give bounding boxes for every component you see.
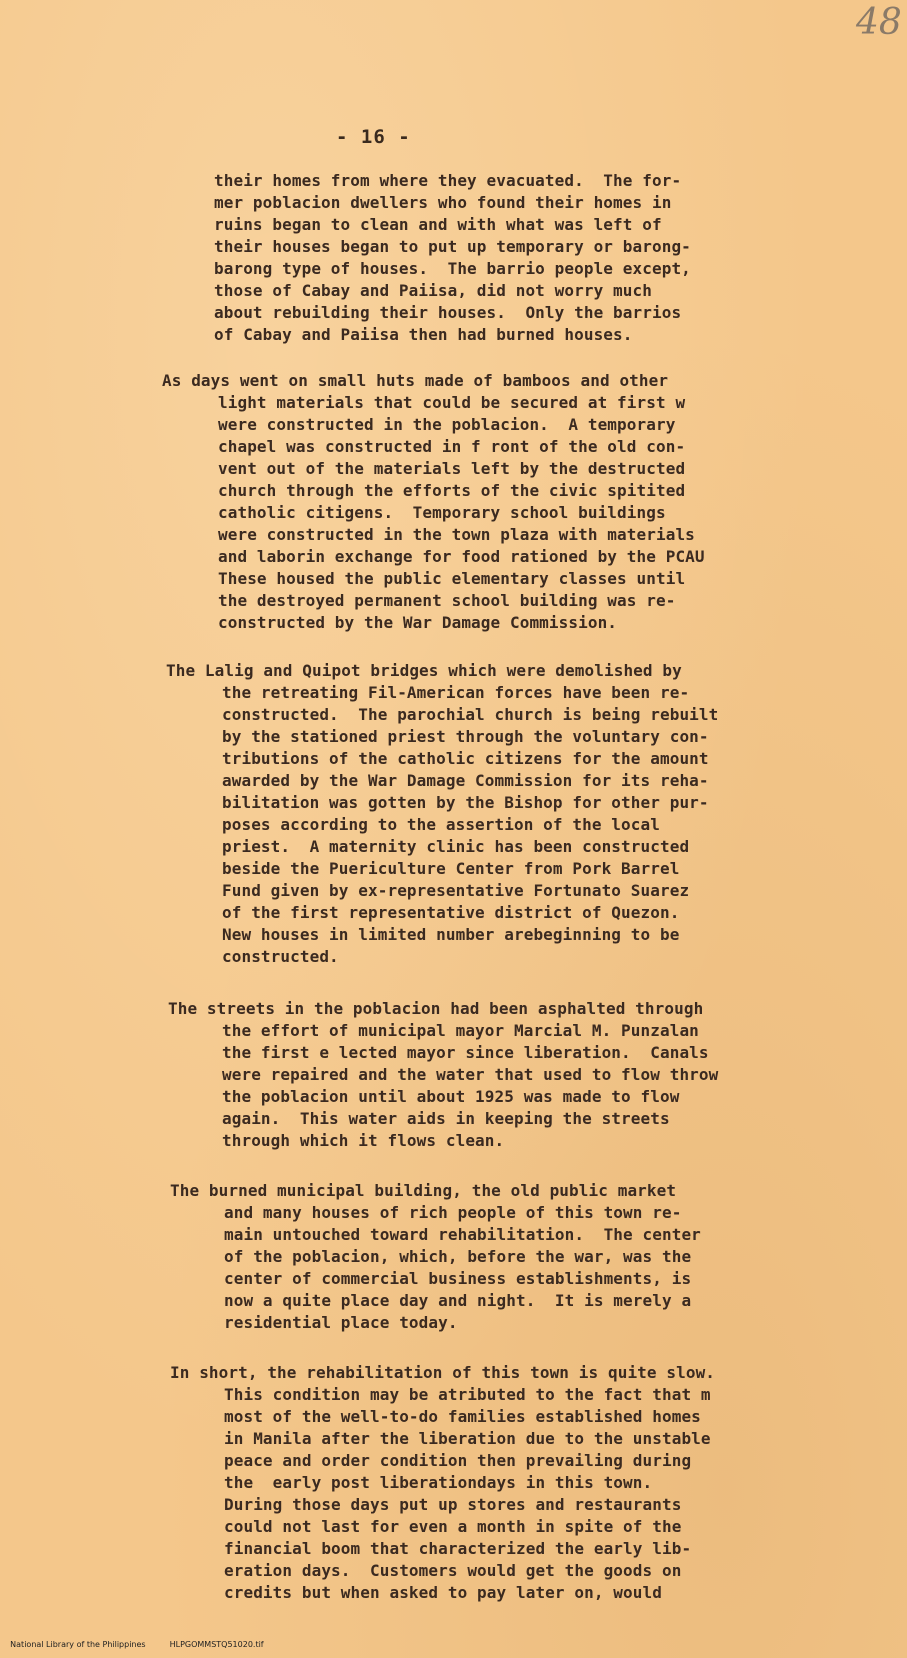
text-line: financial boom that characterized the early lib- [224,1539,692,1558]
text-line: constructed. [222,947,339,966]
text-line: New houses in limited number arebeginning to be [222,925,680,944]
text-line: The Lalig and Quipot bridges which were demolished by [166,661,682,680]
text-line: by the stationed priest through the voluntary con- [222,727,709,746]
handwritten-page-mark: 48 [856,2,902,43]
text-line: poses according to the assertion of the local [222,815,660,834]
text-line: the poblacion until about 1925 was made to flow [222,1087,680,1106]
text-line: residential place today. [224,1313,458,1332]
text-line: were constructed in the town plaza with materials [218,525,695,544]
text-line: most of the well-to-do families established homes [224,1407,701,1426]
text-line: the retreating Fil-American forces have been re- [222,683,690,702]
text-line: constructed. The parochial church is being rebuilt [222,705,719,724]
text-line: barong type of houses. The barrio people except, [214,259,691,278]
text-line: the first e lected mayor since liberation. Canals [222,1043,709,1062]
page-number: - 16 - [336,126,411,148]
text-line: their houses began to put up temporary or barong- [214,237,691,256]
text-line: the destroyed permanent school building was re- [218,591,676,610]
text-line: of the poblacion, which, before the war, was the [224,1247,692,1266]
text-line: now a quite place day and night. It is merely a [224,1291,692,1310]
text-line: the effort of municipal mayor Marcial M. Punzalan [222,1021,699,1040]
text-line: catholic citigens. Temporary school buildings [218,503,666,522]
text-line: about rebuilding their houses. Only the barrios [214,303,682,322]
text-line: of Cabay and Paiisa then had burned houses. [214,325,633,344]
text-line: The burned municipal building, the old public market [170,1181,677,1200]
text-line: vent out of the materials left by the destructed [218,459,686,478]
text-line: constructed by the War Damage Commission. [218,613,618,632]
text-line: In short, the rehabilitation of this town is quite slow. [170,1363,716,1382]
text-line: ruins began to clean and with what was left of [214,215,662,234]
text-line: of the first representative district of Quezon. [222,903,680,922]
footer-file: HLPGOMMSTQ51020.tif [169,1640,264,1649]
text-line: again. This water aids in keeping the streets [222,1109,670,1128]
text-line: were constructed in the poblacion. A temporary [218,415,676,434]
scan-footer [0,1631,288,1658]
text-line: main untouched toward rehabilitation. The center [224,1225,701,1244]
text-line: credits but when asked to pay later on, would [224,1583,662,1602]
text-line: The streets in the poblacion had been asphalted through [168,999,704,1018]
text-line: the early post liberationdays in this town. [224,1473,653,1492]
text-line: beside the Puericulture Center from Pork Barrel [222,859,680,878]
text-line: mer poblacion dwellers who found their homes in [214,193,672,212]
text-line: Fund given by ex-representative Fortunato Suarez [222,881,690,900]
text-line: center of commercial business establishments, is [224,1269,692,1288]
text-line: their homes from where they evacuated. The for- [214,171,682,190]
text-line: in Manila after the liberation due to the unstable [224,1429,711,1448]
text-line: eration days. Customers would get the goods on [224,1561,682,1580]
text-line: These housed the public elementary classes until [218,569,686,588]
text-line: priest. A maternity clinic has been constructed [222,837,690,856]
text-line: and many houses of rich people of this town re- [224,1203,682,1222]
text-line: As days went on small huts made of bamboos and other [162,371,669,390]
text-line: light materials that could be secured at first w [218,393,686,412]
footer-source: National Library of the Philippines [10,1640,146,1649]
text-line: through which it flows clean. [222,1131,505,1150]
text-line: During those days put up stores and restaurants [224,1495,682,1514]
text-line: bilitation was gotten by the Bishop for other pur- [222,793,709,812]
text-line: were repaired and the water that used to flow throw [222,1065,719,1084]
text-line: awarded by the War Damage Commission for its reha- [222,771,709,790]
text-line: chapel was constructed in f ront of the old con- [218,437,686,456]
text-line: tributions of the catholic citizens for the amount [222,749,709,768]
text-line: This condition may be atributed to the fact that m [224,1385,711,1404]
text-line: peace and order condition then prevailing during [224,1451,692,1470]
text-line: could not last for even a month in spite of the [224,1517,682,1536]
text-line: and laborin exchange for food rationed by the PCAU [218,547,705,566]
text-line: church through the efforts of the civic spitited [218,481,686,500]
text-line: those of Cabay and Paiisa, did not worry much [214,281,652,300]
